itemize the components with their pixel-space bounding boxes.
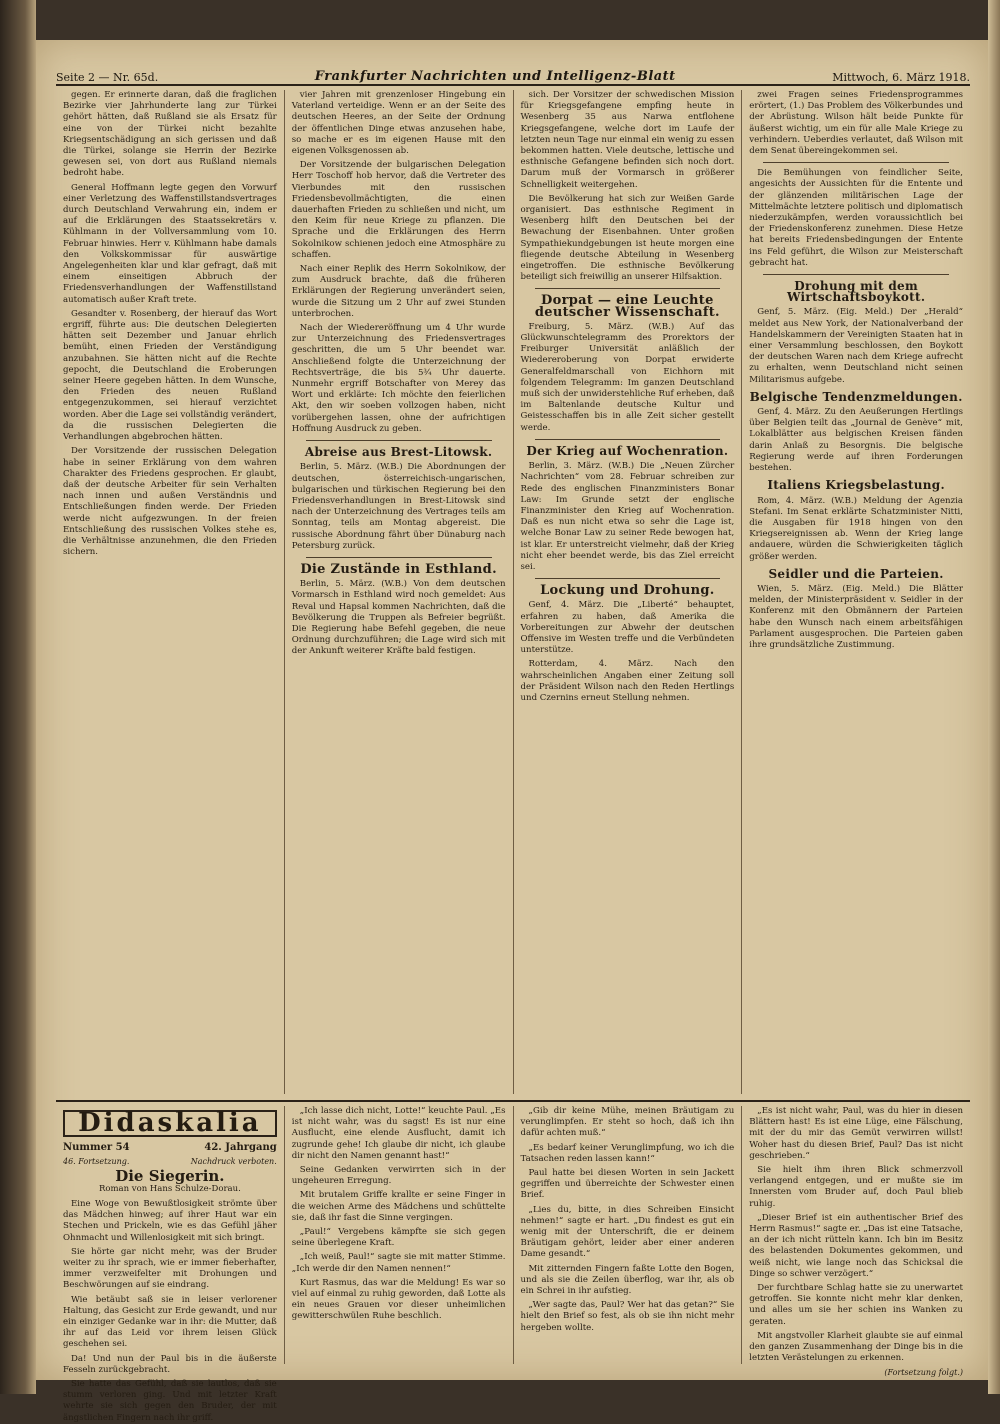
article-paragraph: Nach der Wiedereröffnung um 4 Uhr wurde zur Unterzeichnung des Friedensvertrages geschritten, die um 5 Uhr beendet war. Anschließend folgte die Unterzeichnung der Rechtsverträge, die bis 5¾ Uhr dauerte. Nunmehr ergriff Botschafter von Merey das Wort und erklärte: Ich möchte den feierlichen Akt, den wir soeben vollzogen haben, nicht vorübergehen lassen, ohne der aufrichtigen Hoffnung Ausdruck zu geben. <box>291 323 506 434</box>
story-paragraph: Der furchtbare Schlag hatte sie zu unerwartet getroffen. Sie konnte nicht mehr klar denken, und alles um sie her schien ins Wanken zu geraten. <box>749 1283 963 1327</box>
newspaper-page <box>36 40 988 1423</box>
page-header <box>56 58 970 86</box>
story-paragraph: Mit angstvoller Klarheit glaubte sie auf einmal den ganzen Zusammenhang der Dinge bis in die letzten Verästelungen zu erkennen. <box>749 1330 963 1364</box>
story-paragraph: Wie betäubt saß sie in leiser verlorener Haltung, das Gesicht zur Erde gewandt, und nur ein einziger Gedanke war in ihr: die Mutter, daß ihr auf das Leid vor ihrem leisen Glück geschehen sei. <box>63 1294 277 1350</box>
headline-lockung: Lockung und Drohung. <box>540 583 715 599</box>
story-paragraph: Da! Und nun der Paul bis in die äußerste Fesseln zurückgebracht. <box>63 1353 277 1375</box>
headline-esthland: Die Zustände in Esthland. <box>300 561 497 577</box>
divider <box>763 162 949 163</box>
article-paragraph: Gesandter v. Rosenberg, der hierauf das Wort ergriff, führte aus: Die deutschen Delegierten hätten seit Dezember und Januar ehrlich bemüht, einen Frieden der Verständigung anzubahnen. Sie hätten nicht auf die Rechte gepocht, die Deutschland die Eroberungen seiner Heere gegeben hätten. In dem Wunsche, den Frieden des neuen Rußland entgegenzukommen, sei hierauf verzichtet worden. Aber die Lage sei vollständig verändert, da die russischen Delegierten die Verhandlungen abgebrochen hätten. <box>63 308 277 443</box>
divider <box>535 288 721 289</box>
column-1 <box>56 90 285 1094</box>
story-paragraph: Sie hörte gar nicht mehr, was der Bruder weiter zu ihr sprach, wie er immer fieberhafter, immer verzweifelter mit Drohungen und Beschwörungen auf sie eindrang. <box>63 1246 277 1291</box>
article-paragraph: Der Vorsitzende der russischen Delegation habe in seiner Erklärung von dem wahren Charakter des Friedens gesprochen. Er glaubt, daß der deutsche Arbeiter für sein Verhalten nach innen und außen Verständnis und Entschließungen finden werde. Der Frieden werde nicht aufgezwungen. In der freien Entschließung des russischen Volkes stehe es, die Verhältnisse anzunehmen, die den Frieden sichern. <box>63 446 277 558</box>
story-paragraph: Seine Gedanken verwirrten sich in der ungeheuren Erregung. <box>291 1165 506 1187</box>
news-columns <box>56 90 970 1094</box>
story-title: Die Siegerin. <box>115 1166 225 1185</box>
divider <box>763 274 949 275</box>
byline: Roman von Hans Schulze-Dorau. <box>98 1183 241 1194</box>
headline-wochenration: Der Krieg auf Wochenration. <box>526 443 729 458</box>
feuilleton-title: Didaskalia <box>63 1110 277 1137</box>
story-paragraph: „Es bedarf keiner Verunglimpfung, wo ich die Tatsachen reden lassen kann!“ <box>520 1142 735 1164</box>
headline-seidler: Seidler und die Parteien. <box>768 566 944 581</box>
column-3 <box>514 90 743 1094</box>
feuilleton-column-2 <box>285 1106 514 1364</box>
article-paragraph: Rotterdam, 4. März. Nach den wahrscheinlichen Angaben einer Zeitung soll der Präsident Wilson nach den Reden Hertlings und Czernins erneut Stellung nehmen. <box>520 659 735 703</box>
story-paragraph: „Es ist nicht wahr, Paul, was du hier in diesen Blättern hast! Es ist eine Lüge, eine Fälschung, mit der du mir das Gemüt verwirren willst! Woher hast du diesen Brief, Paul? Das ist nicht geschrieben.“ <box>749 1106 963 1161</box>
binding-edge <box>0 0 36 1394</box>
story-paragraph: „Wer sagte das, Paul? Wer hat das getan?“ Sie hielt den Brief so fest, als ob sie ihn nicht mehr hergeben wollte. <box>520 1300 735 1333</box>
article-paragraph: Berlin, 3. März. (W.B.) Die „Neuen Zürcher Nachrichten“ vom 28. Februar schreiben zur Rede des englischen Finanzministers Bonar Law: Im Grunde setzt der englische Finanzminister den Krieg auf Wochenration. Daß es nun nicht etwa so sehr die Lage ist, welche Bonar Law zu seiner Rede bewogen hat, ist klar. Er unterstreicht vielmehr, daß der Krieg nicht eher beendet werde, bis das Ziel erreicht sei. <box>520 461 735 572</box>
headline-italien: Italiens Kriegsbelastung. <box>767 478 945 493</box>
installment-row <box>63 1156 277 1167</box>
story-paragraph: „Gib dir keine Mühe, meinen Bräutigam zu verunglimpfen. Er steht so hoch, daß ich ihn dafür achten muß.“ <box>520 1106 735 1139</box>
story-paragraph: „Dieser Brief ist ein authentischer Brief des Herrn Rasmus!“ sagte er. „Das ist eine Tatsache, an der ich nicht rütteln kann. Ich bin im Besitz des belastenden Dokumentes gekommen, und weiß nicht, wie lange noch das Schicksal die Dinge so schwer verzögert.“ <box>749 1212 963 1279</box>
feuilleton-separator <box>56 1100 970 1102</box>
divider <box>306 557 492 558</box>
rights-notice: Nachdruck verboten. <box>190 1157 277 1167</box>
article-paragraph: Rom, 4. März. (W.B.) Meldung der Agenzia Stefani. Im Senat erklärte Schatzminister Nitti, die Ausgaben für 1918 hingen von den Kriegsereignissen ab. Wenn der Krieg lange andauere, würden die Schwierigkeiten täglich größer werden. <box>749 495 963 562</box>
feuilleton-section <box>56 1106 970 1423</box>
article-paragraph: Nach einer Replik des Herrn Sokolnikow, der zum Ausdruck brachte, daß die früheren Erklärungen der Regierung unverändert seien, wurde die Sitzung um 2 Uhr auf zwei Stunden unterbrochen. <box>291 264 506 319</box>
article-paragraph: gegen. Er erinnerte daran, daß die fraglichen Bezirke vier Jahrhunderte lang zur Türkei gehört hätten, daß Rußland sie als Ersatz für eine von der Türkei nicht bezahlte Kriegsentschädigung an sich gerissen und daß die Türkei, solange sie Herrin der Bezirke gewesen sei, von dort aus Rußland niemals bedroht habe. <box>63 90 277 179</box>
article-paragraph: Freiburg, 5. März. (W.B.) Auf das Glückwunschtelegramm des Prorektors der Freiburger Universität anläßlich der Wiedereroberung von Dorpat erwiderte Generalfeldmarschall von Eichhorn mit folgendem Telegramm: Im ganzen Deutschland muß sich der unwiderstehliche Ruf erheben, daß im Baltenlande deutsche Kultur und Geistesschaffen bis in alle Zeit sicher gestellt werde. <box>520 321 735 433</box>
story-paragraph: „Ich weiß, Paul!“ sagte sie mit matter Stimme. „Ich werde dir den Namen nennen!“ <box>291 1252 506 1274</box>
feuilleton-column-1 <box>56 1106 285 1423</box>
installment: 46. Fortsetzung. <box>63 1157 130 1167</box>
headline-belgien: Belgische Tendenzmeldungen. <box>749 389 963 404</box>
column-4 <box>742 90 970 1094</box>
article-paragraph: Genf, 5. März. (Eig. Meld.) Der „Herald“ meldet aus New York, der Nationalverband der Handelskammern der Vereinigten Staaten hat in einer Versammlung beschlossen, den Boykott der deutschen Waren nach dem Kriege aufrecht zu erhalten, wenn Deutschland nicht seinen Militarismus aufgebe. <box>749 307 963 385</box>
article-paragraph: General Hoffmann legte gegen den Vorwurf einer Verletzung des Waffenstillstandsvertrages durch Deutschland Verwahrung ein, indem er auf die Erklärungen des Staatssekretärs v. Kühlmann in der Vollversammlung vom 10. Februar hinwies. Herr v. Kühlmann habe damals den Volkskommissar für auswärtige Angelegenheiten klar und klar gefragt, daß mit einem einseitigen Abbruch der Friedensverhandlungen der Waffenstillstand automatisch außer Kraft trete. <box>63 182 277 305</box>
story-paragraph: Sie hielt ihm ihren Blick schmerzvoll verlangend entgegen, und er mußte sie im Innersten vom Bruder auf, doch Paul blieb ruhig. <box>749 1165 963 1209</box>
article-paragraph: vier Jahren mit grenzenloser Hingebung ein Vaterland verteidige. Wenn er an der Seite des deutschen Heeres, an der Seite der Ordnung der öffentlichen Dinge etwas anzusehen habe, so mache er es im eigenen Hause mit den eigenen Volksgenossen ab. <box>291 90 506 157</box>
feuilleton-meta <box>63 1142 277 1153</box>
divider <box>535 578 721 579</box>
volume: 42. Jahrgang <box>204 1142 277 1154</box>
article-paragraph: Wien, 5. März. (Eig. Meld.) Die Blätter melden, der Ministerpräsident v. Seidler in der Konferenz mit den Obmännern der Parteien habe den Wunsch nach einem arbeitsfähigen Parlament ausgesprochen. Die Parteien gaben ihre grundsätzliche Zustimmung. <box>749 583 963 650</box>
column-2 <box>285 90 514 1094</box>
feuilleton-column-4 <box>742 1106 970 1378</box>
story-paragraph: „Lies du, bitte, in dies Schreiben Einsicht nehmen!“ sagte er hart. „Du findest es gut ein wenig mit der Unterschrift, die er deinem Bräutigam gehört, leider aber einer anderen Dame gesandt.“ <box>520 1204 735 1260</box>
headline-dorpat: Dorpat — eine Leuchte deutscher Wissenschaft. <box>534 293 720 320</box>
article-paragraph: sich. Der Vorsitzer der schwedischen Mission für Kriegsgefangene empfing heute in Wesenberg 35 aus Narwa entflohene Kriegsgefangene, welche dort im Laufe der letzten neun Tage nur einmal ein wenig zu essen bekommen hatten. Viele deutsche, lettische und esthnische Gefangene befinden sich noch dort. Darum muß der Vormarsch in größerer Schnelligkeit weitergehen. <box>520 90 735 190</box>
article-paragraph: Der Vorsitzende der bulgarischen Delegation Herr Toschoff hob hervor, daß die Vertreter des Vierbundes mit den russischen Friedensbevollmächtigten, die einen dauerhaften Frieden zu schließen und nicht, um den Keim für neue Kriege zu pflanzen. Die Sprache und die Erklärungen des Herrn Sokolnikow schienen jedoch eine Atmosphäre zu schaffen. <box>291 160 506 260</box>
masthead: Frankfurter Nachrichten und Intelligenz-Blatt <box>314 69 676 84</box>
page-number: Seite 2 — Nr. 65d. <box>56 71 159 84</box>
headline-boykott: Drohung mit dem Wirtschaftsboykott. <box>786 279 926 305</box>
headline-abreise: Abreise aus Brest-Litowsk. <box>304 445 493 460</box>
story-paragraph: Paul hatte bei diesen Worten in sein Jackett gegriffen und überreichte der Schwester einen Brief. <box>520 1168 735 1201</box>
issue-number: Nummer 54 <box>63 1142 130 1154</box>
story-paragraph: „Ich lasse dich nicht, Lotte!“ keuchte Paul. „Es ist nicht wahr, was du sagst! Es ist nur eine Ausflucht, eine elende Ausflucht, damit ich zugrunde gehe! Ich glaube dir nicht, ich glaube dir nicht den Namen genannt hast!“ <box>291 1106 506 1161</box>
story-paragraph: Eine Woge von Bewußtlosigkeit strömte über das Mädchen hinweg; auf ihrer Haut war ein Stechen und Prickeln, wie es das Gefühl jäher Ohnmacht und Willenlosigkeit mit sich bringt. <box>63 1199 277 1243</box>
article-paragraph: zwei Fragen seines Friedensprogrammes erörtert, (1.) Das Problem des Völkerbundes und der Abrüstung. Wilson hält beide Punkte für äußerst wichtig, um ein für alle Male Kriege zu verhindern. Ueberdies verlautet, daß Wilson mit dem Senat übereingekommen sei. <box>749 90 963 157</box>
feuilleton-column-3 <box>514 1106 743 1364</box>
article-paragraph: Die Bevölkerung hat sich zur Weißen Garde organisiert. Das esthnische Regiment in Wesenberg hilft den Deutschen bei der Bewachung der Eisenbahnen. Unter großen Sympathiekundgebungen ist heute morgen eine fliegende deutsche Abteilung in Wesenberg eingetroffen. Die esthnische Bevölkerung beteiligt sich freiwillig an unserer Hilfsaktion. <box>520 193 735 283</box>
story-paragraph: Mit zitternden Fingern faßte Lotte den Bogen, und als sie die Zeilen überflog, war ihr, als ob ein Schrei in ihr aufstieg. <box>520 1263 735 1297</box>
divider <box>306 440 492 441</box>
article-paragraph: Die Bemühungen von feindlicher Seite, angesichts der Aussichten für die Entente und der glänzenden militärischen Lage der Mittelmächte letztere politisch und diplomatisch niederzukämpfen, werden voraussichtlich bei der Friedenskonferenz zunehmen. Diese Hetze hat bereits Friedensbedingungen der Entente ins Feld geführt, die Wilson zur Meisterschaft gebracht hat. <box>749 168 963 268</box>
story-paragraph: Mit brutalem Griffe krallte er seine Finger in die weichen Arme des Mädchens und schüttelte sie, daß ihr fast die Sinne vergingen. <box>291 1190 506 1223</box>
issue-date: Mittwoch, 6. März 1918. <box>832 71 970 84</box>
right-edge <box>988 0 1000 1394</box>
article-paragraph: Genf, 4. März. Zu den Aeußerungen Hertlings über Belgien teilt das „Journal de Genève“ mit, Lokalblätter aus belgischen Kreisen fänden darin Anlaß zu Besorgnis. Die belgische Regierung werde auf ihren Forderungen bestehen. <box>749 407 963 474</box>
article-paragraph: Genf, 4. März. Die „Liberté“ behauptet, erfahren zu haben, daß Amerika die Vorbereitungen zur Abwehr der deutschen Offensive im Westen treffe und die Verbündeten unterstütze. <box>520 600 735 656</box>
article-paragraph: Berlin, 5. März. (W.B.) Von dem deutschen Vormarsch in Esthland wird noch gemeldet: Aus Reval und Hapsal kommen Nachrichten, daß die Bevölkerung die Truppen als Befreier begrüßt. Die Regierung habe Befehl gegeben, die neue Ordnung durchzuführen; die Lage wird sich mit der Ankunft weiterer Kräfte bald festigen. <box>291 579 506 657</box>
story-paragraph: Sie hatte das Gefühl, daß sie lautlos, daß sie stumm verloren ging. Und mit letzter Kraft wehrte sie sich gegen den Bruder, der mit ängstlichen Fingern nach ihr griff. <box>63 1379 277 1423</box>
divider <box>535 439 721 440</box>
continuation-note: (Fortsetzung folgt.) <box>884 1368 963 1378</box>
story-paragraph: Kurt Rasmus, das war die Meldung! Es war so viel auf einmal zu ruhig geworden, daß Lotte als ein neues Grauen vor dieser unheimlichen gewitterschwülen Ruhe beschlich. <box>291 1277 506 1322</box>
story-paragraph: „Paul!“ Vergebens kämpfte sie sich gegen seine überlegene Kraft. <box>291 1227 506 1249</box>
article-paragraph: Berlin, 5. März. (W.B.) Die Abordnungen der deutschen, österreichisch-ungarischen, bulgarischen und türkischen Regierung bei den Friedensverhandlungen in Brest-Litowsk sind nach der Unterzeichnung des Vertrages teils am Sonntag, teils am Montag abgereist. Die russische Abordnung fährt über Dünaburg nach Petersburg zurück. <box>291 462 506 551</box>
